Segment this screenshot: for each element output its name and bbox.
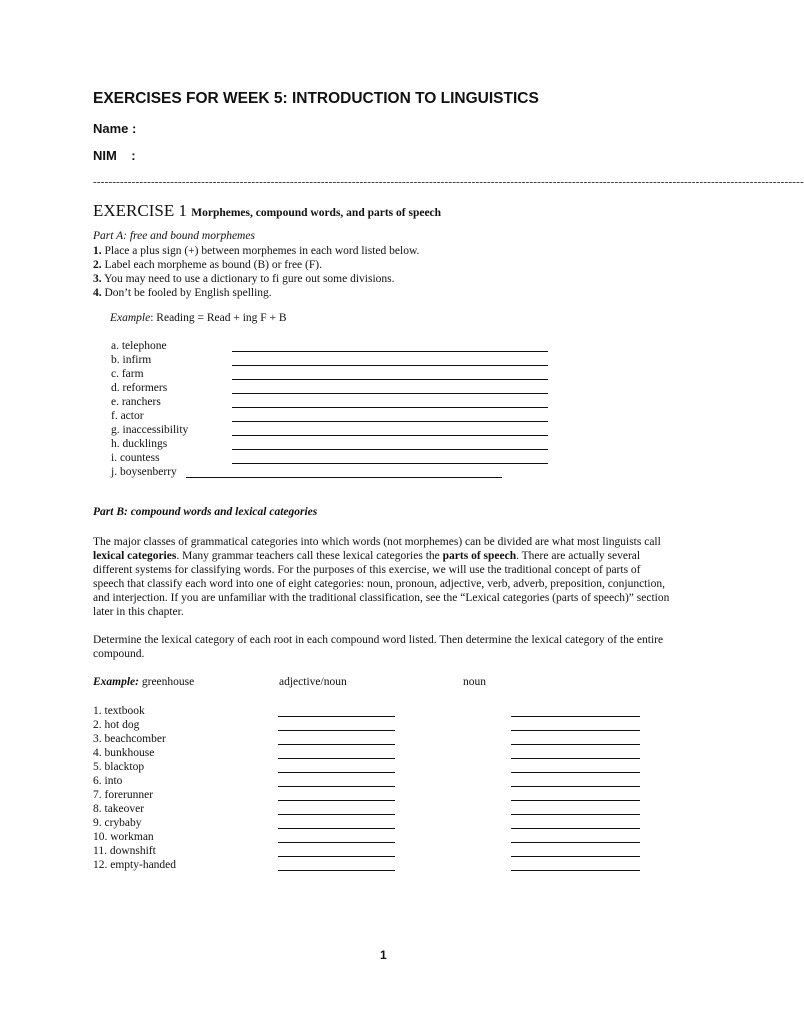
compound-answer-line[interactable]	[511, 870, 640, 871]
answer-line[interactable]	[232, 365, 548, 366]
compound-list	[93, 704, 176, 872]
list-item: f. actor	[111, 410, 144, 422]
compound-answer-line[interactable]	[511, 842, 640, 843]
instruction-step: 4. Don’t be fooled by English spelling.	[93, 287, 272, 299]
list-item: i. countess	[111, 452, 160, 464]
part-a-example	[110, 312, 287, 324]
answer-line[interactable]	[186, 477, 502, 478]
compound-answer-line[interactable]	[511, 814, 640, 815]
root-answer-line[interactable]	[278, 744, 395, 745]
list-item: c. farm	[111, 368, 144, 380]
root-answer-line[interactable]	[278, 758, 395, 759]
example-word: greenhouse	[141, 676, 195, 688]
answer-line[interactable]	[232, 421, 548, 422]
example-text: : Reading = Read + ing F + B	[150, 312, 287, 324]
root-answer-line[interactable]	[278, 856, 395, 857]
exercise-number: EXERCISE 1	[93, 201, 187, 220]
compound-answer-line[interactable]	[511, 856, 640, 857]
list-item: 1. textbook	[93, 705, 145, 717]
compound-answer-line[interactable]	[511, 800, 640, 801]
list-item: 3. beachcomber	[93, 733, 166, 745]
list-item: g. inaccessibility	[111, 424, 189, 436]
answer-line[interactable]	[232, 379, 548, 380]
instruction-list	[93, 244, 419, 300]
part-b-paragraph: The major classes of grammatical categories into which words (not morphemes) can be divided are what most linguists call lexical categories. Many grammar teachers call these lexical categories the parts of speech. There are actually several different systems for classifying words. For the purposes of this exercise, we will use the traditional concept of parts of speech that classify each word into one of eight categories: noun, pronoun, adjective, verb, adverb, preposition, conjunction, and interjection. If you are unfamiliar with the traditional classification, see the “Lexical categories (parts of speech)” section later in this chapter.	[93, 536, 670, 618]
root-answer-line[interactable]	[278, 842, 395, 843]
root-answer-line[interactable]	[278, 716, 395, 717]
list-item: 9. crybaby	[93, 817, 142, 829]
page-title: EXERCISES FOR WEEK 5: INTRODUCTION TO LINGUISTICS	[93, 90, 539, 107]
list-item: b. infirm	[111, 354, 152, 366]
compound-answer-line[interactable]	[511, 716, 640, 717]
exercise-heading	[93, 201, 441, 221]
part-a-title: Part A: free and bound morphemes	[93, 230, 255, 242]
list-item: 4. bunkhouse	[93, 747, 155, 759]
root-answer-line[interactable]	[278, 786, 395, 787]
answer-line[interactable]	[232, 449, 548, 450]
exercise-subheading: Morphemes, compound words, and parts of speech	[191, 207, 442, 219]
list-item: 6. into	[93, 775, 123, 787]
separator: ----------------------------------------------------------------------------------------------------------------------------------------------------------------------------------------	[93, 176, 804, 188]
compound-answer-line[interactable]	[511, 744, 640, 745]
list-item: 11. downshift	[93, 845, 156, 857]
list-item: e. ranchers	[111, 396, 161, 408]
instruction-step: 1. Place a plus sign (+) between morphemes in each word listed below.	[93, 245, 420, 257]
example-label: Example:	[93, 676, 139, 688]
root-answer-line[interactable]	[278, 730, 395, 731]
answer-line[interactable]	[232, 435, 548, 436]
compound-answer-line[interactable]	[511, 828, 640, 829]
list-item: 7. forerunner	[93, 789, 154, 801]
root-answer-line[interactable]	[278, 772, 395, 773]
example-roots: adjective/noun	[279, 676, 347, 688]
list-item: 12. empty-handed	[93, 859, 177, 871]
nim-label: NIM :	[93, 148, 136, 163]
instruction-step: 3. You may need to use a dictionary to fi gure out some divisions.	[93, 273, 395, 285]
word-list	[111, 339, 188, 479]
compound-answer-line[interactable]	[511, 730, 640, 731]
answer-line[interactable]	[232, 463, 548, 464]
list-item: j. boysenberry	[111, 466, 177, 478]
list-item: 8. takeover	[93, 803, 145, 815]
name-label: Name :	[93, 121, 137, 136]
list-item: 2. hot dog	[93, 719, 140, 731]
part-b-title: Part B: compound words and lexical categories	[93, 506, 318, 518]
compound-answer-line[interactable]	[511, 786, 640, 787]
list-item: d. reformers	[111, 382, 168, 394]
compound-answer-line[interactable]	[511, 772, 640, 773]
example-compound: noun	[463, 676, 486, 688]
root-answer-line[interactable]	[278, 800, 395, 801]
list-item: h. ducklings	[111, 438, 168, 450]
root-answer-line[interactable]	[278, 814, 395, 815]
list-item: a. telephone	[111, 340, 167, 352]
root-answer-line[interactable]	[278, 828, 395, 829]
answer-line[interactable]	[232, 407, 548, 408]
instruction-step: 2. Label each morpheme as bound (B) or free (F).	[93, 259, 322, 271]
root-answer-line[interactable]	[278, 870, 395, 871]
answer-line[interactable]	[232, 351, 548, 352]
answer-line[interactable]	[232, 393, 548, 394]
page-number: 1	[380, 948, 387, 962]
list-item: 10. workman	[93, 831, 154, 843]
part-b-instructions: Determine the lexical category of each root in each compound word listed. Then determine the lexical category of the entire compound.	[93, 634, 664, 660]
part-b-example	[93, 676, 194, 688]
list-item: 5. blacktop	[93, 761, 145, 773]
example-label: Example	[110, 312, 151, 324]
compound-answer-line[interactable]	[511, 758, 640, 759]
